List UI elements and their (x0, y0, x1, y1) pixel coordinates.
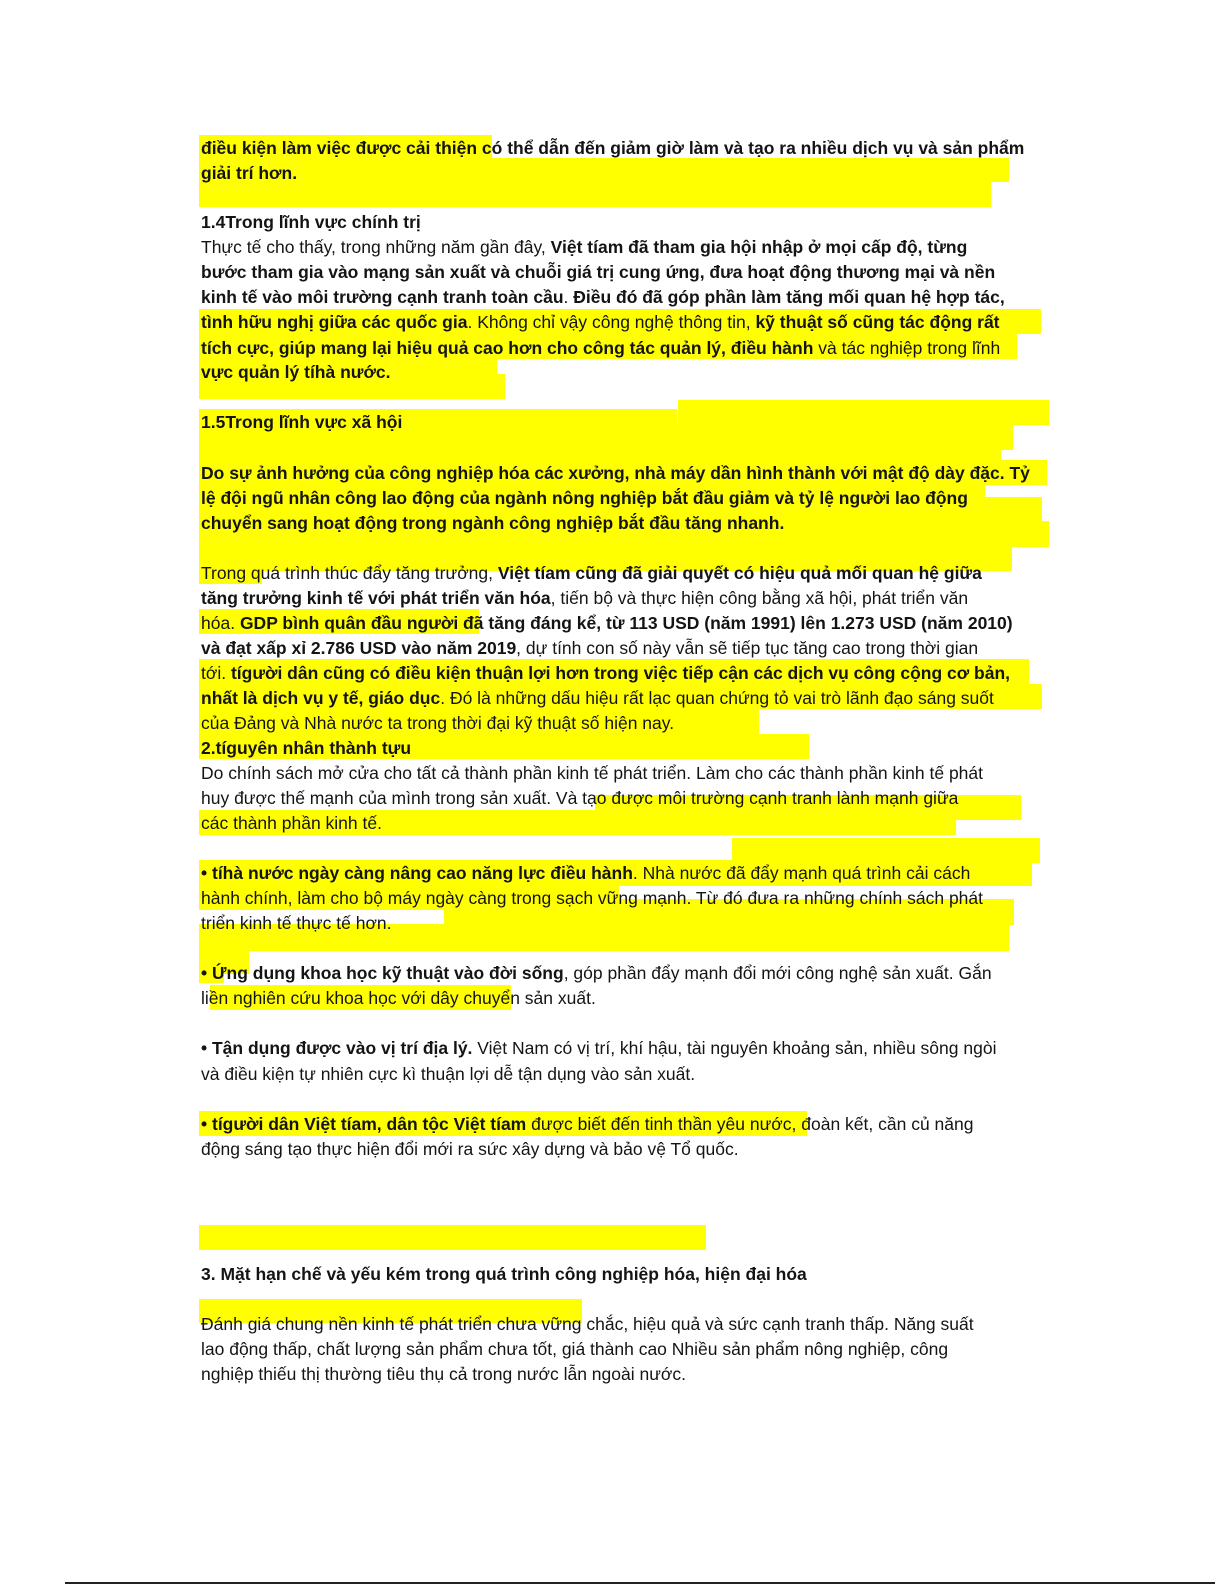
text-run: các thành phần kinh tế. (201, 813, 382, 833)
text-line (201, 361, 391, 383)
text-run: triển kinh tế thực tế hơn. (201, 913, 392, 933)
bold-text-run: lệ đội ngũ nhân công lao động của ngành nông nghiệp bắt đầu giảm và tỷ lệ người lao động (201, 488, 968, 508)
text-line (201, 1138, 739, 1160)
text-line (201, 787, 958, 809)
text-line (201, 137, 1024, 159)
bold-text-run: • tígười dân Việt tíam, dân tộc Việt tíam (201, 1114, 527, 1134)
bold-text-run: • Ứng dụng khoa học kỹ thuật vào đời sống (201, 963, 564, 983)
bold-text-run: kinh tế vào môi trường cạnh tranh toàn cầu (201, 287, 564, 307)
text-line (201, 987, 596, 1009)
bold-text-run: kỹ thuật số cũng tác động rất (755, 312, 1000, 332)
text-line (201, 1363, 686, 1385)
text-line (201, 662, 1010, 684)
bold-text-run: 2.tíguyên nhân thành tựu (201, 738, 412, 758)
text-run: , góp phần đẩy mạnh đổi mới công nghệ sản xuất. Gắn (563, 963, 992, 983)
text-run: , tiến bộ và thực hiện công bằng xã hội, phát triển văn (550, 588, 969, 608)
bold-text-run: Việt tíam cũng đã giải quyết có hiệu quả mối quan hệ giữa (497, 563, 982, 583)
bold-text-run: • Tận dụng được vào vị trí địa lý. (201, 1038, 473, 1058)
text-line (201, 311, 1000, 333)
highlight-mark (199, 1225, 706, 1250)
text-run: Trong quá trình thúc đẩy tăng trưởng, (201, 563, 498, 583)
highlight-mark (678, 400, 1049, 425)
text-run: . Không chỉ vậy công nghệ thông tin, (467, 312, 756, 332)
bold-text-run: 1.5Trong lĩnh vực xã hội (201, 412, 403, 432)
bold-text-run: nhất là dịch vụ y tế, giáo dục (201, 688, 441, 708)
bold-text-run: Điều đó đã góp phần làm tăng mối quan hệ hợp tác, (573, 287, 1005, 307)
bold-text-run: điều kiện làm việc được cải thiện có thể dẫn đến giảm giờ làm và tạo ra nhiều dịch vụ và sản phẩm (201, 138, 1025, 158)
text-run: và tác nghiệp trong lĩnh (813, 338, 1001, 358)
text-run: hành chính, làm cho bộ máy ngày càng trong sạch vững mạnh. Từ đó đưa ra những chính sách phát (201, 888, 984, 908)
text-line (201, 162, 297, 184)
text-line (201, 211, 421, 233)
text-run: lao động thấp, chất lượng sản phẩm chưa tốt, giá thành cao Nhiều sản phẩm nông nghiệp, công (201, 1339, 949, 1359)
bold-text-run: tígười dân cũng có điều kiện thuận lợi hơn trong việc tiếp cận các dịch vụ công cộng cơ bản, (230, 663, 1011, 683)
text-line (201, 512, 784, 534)
text-run: Do chính sách mở cửa cho tất cả thành phần kinh tế phát triển. Làm cho các thành phần kinh tế phát (201, 763, 984, 783)
text-line (201, 261, 995, 283)
text-run: . (563, 287, 574, 307)
text-run: , dự tính con số này vẫn sẽ tiếp tục tăng cao trong thời gian (516, 638, 979, 658)
bold-text-run: 3. Mặt hạn chế và yếu kém trong quá trình công nghiệp hóa, hiện đại hóa (201, 1264, 807, 1284)
bold-text-run: Do sự ảnh hưởng của công nghiệp hóa các xưởng, nhà máy dần hình thành với mật độ dày đặc. Tỷ (201, 463, 1030, 483)
text-run: nghiệp thiếu thị thường tiêu thụ cả trong nước lẫn ngoài nước. (201, 1364, 687, 1384)
bold-text-run: tình hữu nghị giữa các quốc gia (201, 312, 468, 332)
text-line (201, 236, 967, 258)
bold-text-run: • tíhà nước ngày càng nâng cao năng lực điều hành (201, 863, 633, 883)
bold-text-run: tích cực, giúp mang lại hiệu quả cao hơn cho công tác quản lý, điều hành (201, 338, 814, 358)
text-line (201, 1338, 948, 1360)
text-line (201, 286, 1005, 308)
bold-text-run: Việt tíam đã tham gia hội nhập ở mọi cấp độ, từng (550, 237, 968, 257)
text-line (201, 587, 968, 609)
text-run: động sáng tạo thực hiện đổi mới ra sức xây dựng và bảo vệ Tổ quốc. (201, 1139, 739, 1159)
text-run: huy được thế mạnh của mình trong sản xuất. Và tạo được môi trường cạnh tranh lành mạnh giữa (201, 788, 959, 808)
text-line (201, 1313, 974, 1335)
text-run: . Nhà nước đã đẩy mạnh quá trình cải cách (632, 863, 971, 883)
text-line (201, 687, 994, 709)
text-run: tới. (201, 663, 231, 683)
bold-text-run: bước tham gia vào mạng sản xuất và chuỗi giá trị cung ứng, đưa hoạt động thương mại và nền (201, 262, 996, 282)
highlight-mark (199, 182, 991, 207)
bold-text-run: tăng trưởng kinh tế với phát triển văn hóa (201, 588, 551, 608)
text-line (201, 962, 992, 984)
page-bottom-rule (65, 1582, 1215, 1584)
text-line (201, 337, 1000, 359)
bold-text-run: 1.4Trong lĩnh vực chính trị (201, 212, 421, 232)
text-line (201, 712, 674, 734)
text-line (201, 1037, 996, 1059)
text-line (201, 411, 402, 433)
text-line (201, 462, 1030, 484)
text-line (201, 762, 983, 784)
text-run: hóa. (201, 613, 240, 633)
highlight-mark (199, 158, 1009, 182)
text-run: Thực tế cho thấy, trong những năm gần đây, (201, 237, 551, 257)
bold-text-run: vực quản lý tíhà nước. (201, 362, 391, 382)
text-line (201, 487, 968, 509)
text-run: liền nghiên cứu khoa học với dây chuyển sản xuất. (201, 988, 596, 1008)
bold-text-run: và đạt xấp xỉ 2.786 USD vào năm 2019 (201, 638, 517, 658)
text-line (201, 862, 970, 884)
bold-text-run: chuyển sang hoạt động trong ngành công nghiệp bắt đầu tăng nhanh. (201, 513, 785, 533)
text-line (201, 737, 411, 759)
text-line (201, 562, 982, 584)
text-run: . Đó là những dấu hiệu rất lạc quan chứng tỏ vai trò lãnh đạo sáng suốt (440, 688, 994, 708)
text-line (201, 887, 983, 909)
text-line (201, 1113, 973, 1135)
text-run: của Đảng và Nhà nước ta trong thời đại kỹ thuật số hiện nay. (201, 713, 675, 733)
text-run: được biết đến tinh thần yêu nước, đoàn kết, cần củ năng (526, 1114, 974, 1134)
text-run: Việt Nam có vị trí, khí hậu, tài nguyên khoảng sản, nhiều sông ngòi (472, 1038, 997, 1058)
text-line (201, 612, 1013, 634)
bold-text-run: giải trí hơn. (201, 163, 298, 183)
text-line (201, 1063, 695, 1085)
text-line (201, 637, 978, 659)
text-line (201, 812, 382, 834)
text-line (201, 1263, 807, 1285)
text-run: Đánh giá chung nền kinh tế phát triển chưa vững chắc, hiệu quả và sức cạnh tranh thấp. Năng suất (201, 1314, 974, 1334)
bold-text-run: GDP bình quân đầu người đã tăng đáng kể, từ 113 USD (năm 1991) lên 1.273 USD (năm 2010) (239, 613, 1013, 633)
text-line (201, 912, 392, 934)
text-run: và điều kiện tự nhiên cực kì thuận lợi dễ tận dụng vào sản xuất. (201, 1064, 696, 1084)
